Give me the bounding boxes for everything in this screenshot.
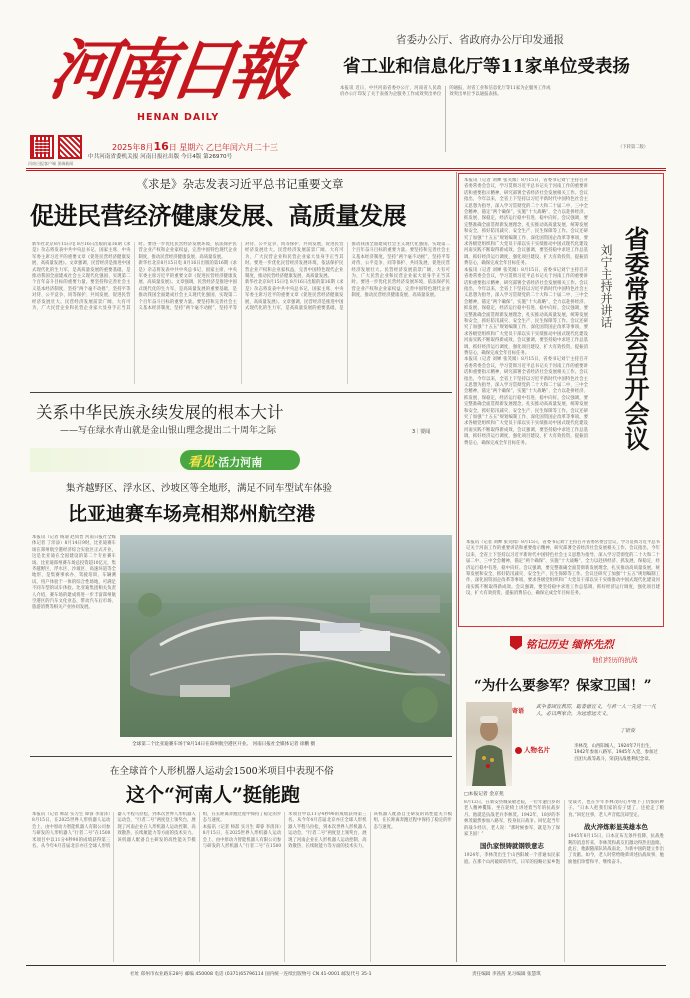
top-story-kicker: 省委办公厅、省政府办公厅印发通报 [396,34,564,46]
profile-icon [515,747,522,754]
history-banner: 铭记历史 缅怀先烈 [526,639,614,651]
committee-body-bottom: 本报讯（记者 刘婵 张笑闻）8月15日，省委书记刘宁主持召开省委常委会会议，学习贯彻习近平总书记关于河南工作的重要讲话和重要指示精神，研究部署全省经济社会发展相关工作。会议指出，今年以来，全省上下坚持以习近平新时代中国特色社会主义思想为指导，深入学习贯彻党的二十大和二十届二中、三中全会精神，锚定“两个确保”，实施“十大战略”，全力以赴拼经济、抓发展、保稳定，经济运行稳中有进、稳中向好。会议强调，要完整准确全面贯彻新发展理念，扎实推动高质量发展，统筹发展和安全，抓好防汛减灾、安全生产、民生保障等工作。会议还研究了加强“十五五”规划编制工作、深化国资国企改革等事项，要求各级党组织和广大党员干部以实干实绩推动中国式现代化建设河南实践不断取得新成效。会议强调，要坚持稳中求进工作总基调，抓好经济运行调度，强化项目建设，扩大有效投资，提振消费信心，确保完成全年目标任务。 [466,540,660,597]
banner-label-2: ·活力河南 [214,456,263,469]
racetrack-illustration [120,535,452,737]
history-profile-label: 人物名片 [524,746,550,754]
masthead-english: HENAN DAILY [137,112,220,123]
robot-body: 本报讯（记者 师喆 实习生 谭睿 李清泽）8月15日，在2025世界人形机器人运动会上，由中原动力智能机器人有限公司参与研发的人形机器人“行者二号”在1500米项目中以11分4秒90的成绩获得第三名。从今年4月首届北京亦庄全球人形机器人半程马拉松，到本次世界人形机器人运动会，“行者二号”两度登上领奖台，展现了河南企业在人形机器人运动控制、高效散热、长续航能力等方面的技术实力。该机器人配备自主研发的高性能关节模组，在长距离奔跑过程中保持了稳定的步态与速度。 [32,812,282,850]
history-quote-label: 寄语 [512,708,525,715]
history-profile: 李林茂，山西阳城人，1924年7月出生，1942年参加八路军，1945年入党，参加过百团大战等战斗，荣获抗战胜利纪念章。 [574,744,658,762]
byd-headline[interactable]: 比亚迪赛车场亮相郑州航空港 [68,503,316,525]
committee-body-cont-2: 本报讯（记者 刘婵 张笑闻）8月15日，省委书记刘宁主持召开省委常委会会议，学习贯彻习近平总书记关于河南工作的重要讲话和重要指示精神，研究部署全省经济社会发展相关工作。会议指出，今年以来，全省上下坚持以习近平新时代中国特色社会主义思想为指导，深入学习贯彻党的二十大和二十届二中、三中全会精神，锚定“两个确保”，实施“十大战略”，全力以赴拼经济、抓发展、保稳定，经济运行稳中有进、稳中向好。会议强调，要完整准确全面贯彻新发展理念，扎实推动高质量发展，统筹发展和安全，抓好防汛减灾、安全生产、民生保障等工作。会议还研究了加强“十五五”规划编制工作、深化国资国企改革等事项，要求各级党组织和广大党员干部以实干实绩推动中国式现代化建设河南实践不断取得新成效。会议强调，要坚持稳中求进工作总基调，抓好经济运行调度，强化项目建设，扩大有效投资，提振消费信心，确保完成全年目标任务。 [464,357,588,446]
publisher-line: 中共河南省委机关报 河南日报社出版 今日4版 第26970号 [88,154,233,160]
qr-code-2[interactable] [58,135,82,159]
qiushi-body-cont-2: 新华社北京8月15日电 8月16日出版的第16期《求是》杂志将发表中共中央总书记、国家主席、中央军委主席习近平的重要文章《促进民营经济健康发展、高质量发展》。文章强调，民营经济是推进中国式现代化的生力军，是高质量发展的重要基础，是推动我国全面建成社会主义现代化强国、实现第二个百年奋斗目标的重要力量。要坚持和完善社会主义基本经济制度，坚持“两个毫不动摇”，坚持平等对待、公平竞争、同等保护、共同发展，促进民营经济发展壮大。民营经济发展前景广阔、大有可为，广大民营企业和民营企业家大显身手正当其时。要进一步优化民营经济发展环境，依法保护民营企业产权和企业家权益，完善中国特色现代企业制度，推动民营经济健康发展、高质量发展。 [245,242,450,312]
byd-kicker: 集齐越野区、浮水区、沙坡区等全地形，满足不同车型试车体验 [66,483,333,494]
footer-address: 社址 郑州市农业路东28号 邮编 450008 电话 (0371)65796114 国内统一连续出版物号 CN 41-0001 邮发代号 35-1 [130,972,372,977]
footer-editors: 责任编辑 李茜茜 见习编辑 张慧琪 [472,972,541,977]
robot-headline[interactable]: 这个“河南人”挺能跑 [126,784,300,806]
committee-headline[interactable]: 省委常委会召开会议 [621,226,650,451]
robot-kicker: 在全球首个人形机器人运动会1500米项目中表现不俗 [110,766,334,777]
history-reporter: □本报记者 金京苑 [464,792,504,797]
top-story-continued: （下转第二版） [618,145,649,150]
committee-body-cont: 本报讯（记者 刘婵 张笑闻）8月15日，省委书记刘宁主持召开省委常委会会议，学习贯彻习近平总书记关于河南工作的重要讲话和重要指示精神，研究部署全省经济社会发展相关工作。会议指出，今年以来，全省上下坚持以习近平新时代中国特色社会主义思想为指导，深入学习贯彻党的二十大和二十届二中、三中全会精神，锚定“两个确保”，实施“十大战略”，全力以赴拼经济、抓发展、保稳定，经济运行稳中有进、稳中向好。会议强调，要完整准确全面贯彻新发展理念，扎实推动高质量发展，统筹发展和安全，抓好防汛减灾、安全生产、民生保障等工作。会议还研究了加强“十五五”规划编制工作、深化国资国企改革等事项，要求各级党组织和广大党员干部以实干实绩推动中国式现代化建设河南实践不断取得新成效。会议强调，要坚持稳中求进工作总基调，抓好经济运行调度，强化项目建设，扩大有效投资，提振消费信心，确保完成全年目标任务。 [464,267,588,356]
committee-subhead: 刘宁主持并讲话 [599,244,613,328]
issue-date-prefix: 2025年8月 [112,143,154,152]
committee-body: 本报讯（记者 刘婵 张笑闻）8月15日，省委书记刘宁主持召开省委常委会会议，学习贯彻习近平总书记关于河南工作的重要讲话和重要指示精神，研究部署全省经济社会发展相关工作。会议指出，今年以来，全省上下坚持以习近平新时代中国特色社会主义思想为指导，深入学习贯彻党的二十大和二十届二中、三中全会精神，锚定“两个确保”，实施“十大战略”，全力以赴拼经济、抓发展、保稳定，经济运行稳中有进、稳中向好。会议强调，要完整准确全面贯彻新发展理念，扎实推动高质量发展，统筹发展和安全，抓好防汛减灾、安全生产、民生保障等工作。会议还研究了加强“十五五”规划编制工作、深化国资国企改革等事项，要求各级党组织和广大党员干部以实干实绩推动中国式现代化建设河南实践不断取得新成效。会议强调，要坚持稳中求进工作总基调，抓好经济运行调度，强化项目建设，扩大有效投资，提振消费信心，确保完成全年目标任务。 [464,178,588,267]
top-story-headline[interactable]: 省工业和信息化厅等11家单位受表扬 [343,57,630,77]
qiushi-body: 新华社北京8月15日电 8月16日出版的第16期《求是》杂志将发表中共中央总书记、国家主席、中央军委主席习近平的重要文章《促进民营经济健康发展、高质量发展》。文章强调，民营经济是推进中国式现代化的生力军，是高质量发展的重要基础，是推动我国全面建成社会主义现代化强国、实现第二个百年奋斗目标的重要力量。要坚持和完善社会主义基本经济制度，坚持“两个毫不动摇”，坚持平等对待、公平竞争、同等保护、共同发展，促进民营经济发展壮大。民营经济发展前景广阔、大有可为，广大民营企业和民营企业家大显身手正当其时。要进一步优化民营经济发展环境，依法保护民营企业产权和企业家权益，完善中国特色现代企业制度，推动民营经济健康发展、高质量发展。 [32,242,237,312]
ethnic-headline[interactable]: 关系中华民族永续发展的根本大计 [36,403,284,422]
issue-day: 16 [153,140,169,153]
history-body-a: 8月12日，在新安县城某敬老院，一位年逾百岁的老人精神矍铄，坐在轮椅上讲述着当年的抗战岁月。他就是抗战老兵李林茂。1942年，18岁的李林茂毅然参加八路军，投身抗日战争。回忆起当年的战斗经历，老人说：“那时候参军，就是为了保家卫国！” [464,800,560,838]
banner-label [188,451,262,470]
ethnic-page-ref[interactable]: 3｜要闻 [412,429,431,435]
history-section-a: 国仇家恨铸就钢铁意志 [480,842,544,851]
history-body-c: 1945年8月15日，日本宣布无条件投降，抗战胜利的消息传来，李林茂和战友们激动得热泪盈眶。此后，他跟随部队转战南北，为新中国的建立作出了贡献。如今，老人时常给晚辈讲述抗战故事，勉励他们珍惜和平，继续奋斗。 [568,834,664,865]
byd-racetrack-photo[interactable] [120,535,452,737]
history-headline[interactable]: “为什么要参军？保家卫国！” [474,678,652,694]
history-signature: 丁银俊 [620,728,636,734]
qr-caption: 河南日报客户端 顶端新闻 [28,161,74,166]
robot-body-cont: 本报讯（记者 师喆 实习生 谭睿 李清泽）8月15日，在2025世界人形机器人运动会上，由中原动力智能机器人有限公司参与研发的人形机器人“行者二号”在1500米项目中以11分4秒90的成绩获得第三名。从今年4月首届北京亦庄全球人形机器人半程马拉松，到本次世界人形机器人运动会，“行者二号”两度登上领奖台，展现了河南企业在人形机器人运动控制、高效散热、长续航能力等方面的技术实力。该机器人配备自主研发的高性能关节模组，在长距离奔跑过程中保持了稳定的步态与速度。 [202,812,452,850]
qiushi-kicker: 《求是》杂志发表习近平总书记重要文章 [136,177,344,191]
veteran-portrait[interactable] [466,702,512,786]
history-banner-sub: 他们经历的抗战 [592,656,638,664]
qiushi-headline[interactable]: 促进民营经济健康发展、高质量发展 [30,201,406,230]
history-body-b: 1924年，李林茂出生于山西阳城一个普通农民家庭。在那个山河破碎的年代，日军的侵略让家乡饱受战火，也在少年李林茂的心中埋下了仇恨的种子。“日本人把我们家的房子烧了，还抢走了粮食。”回忆往事，老人声音低沉却坚定。 [464,800,664,865]
banner-label-1: 看见 [188,455,215,470]
masthead-title: 河南日報 [44,31,296,109]
top-story-body: 本报讯 近日，中共河南省委办公厅、河南省人民政府办公厅印发了关于表扬为企服务工作成效突出单位的通报，对省工业和信息化厅等11家为企服务工作成效突出单位予以通报表扬。 [340,86,551,98]
byd-photo-caption: 全球第二个比亚迪赛车场于8月14日在郑州航空港区开业。 河南日报社全媒体记者 徐鹏 摄 [132,742,316,747]
byd-body: 本报讯（记者 杨迪 赵同晋 河南日报社全媒体记者 丁洋添）8月14日9时，比亚迪赛车场在郑州航空港经济综合实验区正式开业，这是比亚迪在全国建设的第二个专业赛车场。比亚迪郑州赛车场总投资超10亿元，集齐越野区、浮水区、沙坡区、高速环道等全地形，是集赛事承办、驾驶培训、车辆测试、用户体验于一体的综合性场地，可满足不同车型的试车体验。比亚迪集团相关负责人介绍，赛车场的建成将进一步丰富郑州航空港区的汽车文化业态，带动汽车后市场、旅游消费等相关产业协同发展。 [32,535,116,611]
history-section-b: 战火淬炼彰显英雄本色 [584,823,648,832]
qiushi-body-cont: 新华社北京8月15日电 8月16日出版的第16期《求是》杂志将发表中共中央总书记、国家主席、中央军委主席习近平的重要文章《促进民营经济健康发展、高质量发展》。文章强调，民营经济是推进中国式现代化的生力军，是高质量发展的重要基础，是推动我国全面建成社会主义现代化强国、实现第二个百年奋斗目标的重要力量。要坚持和完善社会主义基本经济制度，坚持“两个毫不动摇”，坚持平等对待、公平竞争、同等保护、共同发展，促进民营经济发展壮大。民营经济发展前景广阔、大有可为，广大民营企业和民营企业家大显身手正当其时。要进一步优化民营经济发展环境，依法保护民营企业产权和企业家权益，完善中国特色现代企业制度，推动民营经济健康发展、高质量发展。 [138,242,344,312]
issue-date-suffix: 日 星期六 乙巳年闰六月二十三 [168,143,278,152]
ethnic-subhead: ——写在绿水青山就是金山银山理念提出二十周年之际 [60,426,277,436]
history-quote: 武争者固宜教厉，聪者德宜义，与君一人一先见一一凡人，必以两家合，为远虑远天义。 [536,704,657,717]
qr-code[interactable] [30,135,54,159]
veteran-illustration [466,702,512,786]
